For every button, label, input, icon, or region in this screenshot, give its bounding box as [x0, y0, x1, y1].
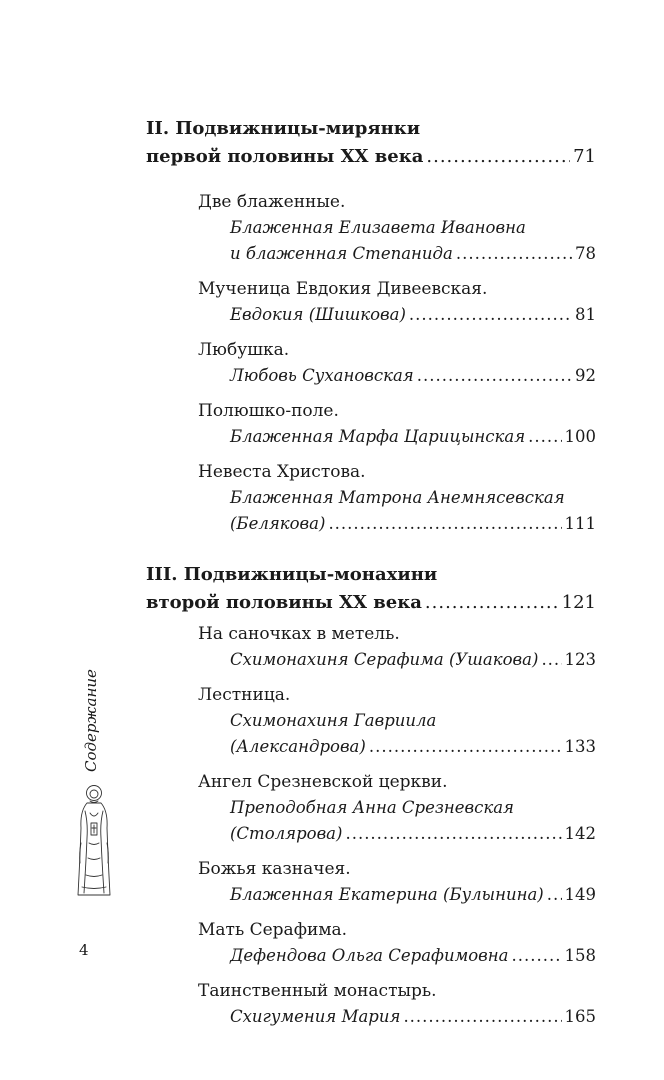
dot-leader	[409, 302, 572, 328]
saint-figure-icon	[74, 783, 114, 901]
entry-subtitle: Схимонахиня Гавриила	[230, 711, 437, 730]
entry-subtitle-row	[230, 943, 596, 969]
entry-title: На саночках в метель.	[198, 624, 400, 644]
entry-title: Таинственный монастырь.	[198, 981, 437, 1001]
toc-entry[interactable]	[198, 398, 596, 450]
page-ref: 158	[564, 946, 596, 965]
entry-subtitle: Любовь Сухановская	[230, 366, 414, 385]
table-of-contents	[146, 115, 596, 1039]
dot-leader	[345, 821, 561, 847]
dot-leader	[456, 241, 572, 267]
entry-subtitle: Преподобная Анна Срезневская	[230, 798, 514, 817]
entry-subtitle: (Александрова)	[230, 737, 366, 756]
entry-subtitle: Блаженная Марфа Царицынская	[230, 427, 526, 446]
toc-entry[interactable]	[198, 337, 596, 389]
dot-leader	[541, 647, 561, 673]
section-heading-row[interactable]	[146, 589, 596, 617]
entry-subtitle-row	[230, 734, 596, 760]
toc-entry[interactable]	[198, 276, 596, 328]
entry-subtitle-row	[230, 424, 596, 450]
dot-leader	[425, 589, 559, 617]
page-ref: 165	[564, 1007, 596, 1026]
page-ref: 92	[575, 366, 596, 385]
toc-section	[146, 561, 596, 617]
dot-leader	[426, 143, 570, 171]
entry-subtitle-row	[230, 821, 596, 847]
section-heading-cont: первой половины XX века	[146, 146, 424, 167]
section-heading: III. Подвижницы-монахини	[146, 564, 438, 585]
entry-subtitle: Блаженная Екатерина (Булынина)	[230, 885, 544, 904]
toc-entry[interactable]	[198, 917, 596, 969]
toc-entry[interactable]	[198, 621, 596, 673]
entry-subtitle: Блаженная Елизавета Ивановна	[230, 218, 526, 237]
entry-subtitle: Схимонахиня Серафима (Ушакова)	[230, 650, 539, 669]
entry-title: Две блаженные.	[198, 192, 346, 212]
page-ref: 78	[575, 244, 596, 263]
dot-leader	[403, 1004, 561, 1030]
entry-subtitle-row	[230, 511, 596, 537]
entry-subtitle-row	[230, 302, 596, 328]
entry-subtitle: Дефендова Ольга Серафимовна	[230, 946, 509, 965]
toc-entry[interactable]	[198, 682, 596, 760]
toc-section	[146, 115, 596, 171]
entry-title: Мученица Евдокия Дивеевская.	[198, 279, 488, 299]
page-ref: 123	[564, 650, 596, 669]
toc-entry[interactable]	[198, 459, 596, 537]
dot-leader	[328, 511, 561, 537]
page-ref: 71	[573, 146, 596, 167]
entry-title: Ангел Срезневской церкви.	[198, 772, 448, 792]
section-heading-cont: второй половины XX века	[146, 592, 422, 613]
entry-subtitle: Схигумения Мария	[230, 1007, 401, 1026]
entry-subtitle-row	[230, 241, 596, 267]
entry-subtitle: и блаженная Степанида	[230, 244, 453, 263]
entry-subtitle-row	[230, 363, 596, 389]
section-heading: II. Подвижницы-мирянки	[146, 118, 421, 139]
page-ref: 149	[564, 885, 596, 904]
entry-title: Лестница.	[198, 685, 291, 705]
dot-leader	[528, 424, 561, 450]
entry-title: Любушка.	[198, 340, 290, 360]
dot-leader	[369, 734, 562, 760]
page-number: 4	[79, 941, 89, 959]
page-ref: 121	[561, 592, 596, 613]
section-heading-row[interactable]	[146, 143, 596, 171]
toc-entry[interactable]	[198, 978, 596, 1030]
entry-subtitle: (Столярова)	[230, 824, 343, 843]
entry-subtitle: (Белякова)	[230, 514, 326, 533]
running-head: Содержание	[82, 669, 100, 772]
page-ref: 81	[575, 305, 596, 324]
page-ref: 100	[564, 427, 596, 446]
dot-leader	[417, 363, 572, 389]
entry-title: Мать Серафима.	[198, 920, 348, 940]
entry-title: Невеста Христова.	[198, 462, 366, 482]
entry-title: Полюшко-поле.	[198, 401, 339, 421]
page-ref: 142	[564, 824, 596, 843]
entry-subtitle: Блаженная Матрона Анемнясевская	[230, 488, 565, 507]
dot-leader	[547, 882, 562, 908]
toc-entry[interactable]	[198, 856, 596, 908]
toc-entry[interactable]	[198, 189, 596, 267]
entry-subtitle-row	[230, 647, 596, 673]
entry-subtitle: Евдокия (Шишкова)	[230, 305, 406, 324]
entry-subtitle-row	[230, 1004, 596, 1030]
toc-entry[interactable]	[198, 769, 596, 847]
entry-subtitle-row	[230, 882, 596, 908]
page-ref: 111	[564, 514, 596, 533]
entry-title: Божья казначея.	[198, 859, 351, 879]
page-ref: 133	[564, 737, 596, 756]
dot-leader	[512, 943, 562, 969]
